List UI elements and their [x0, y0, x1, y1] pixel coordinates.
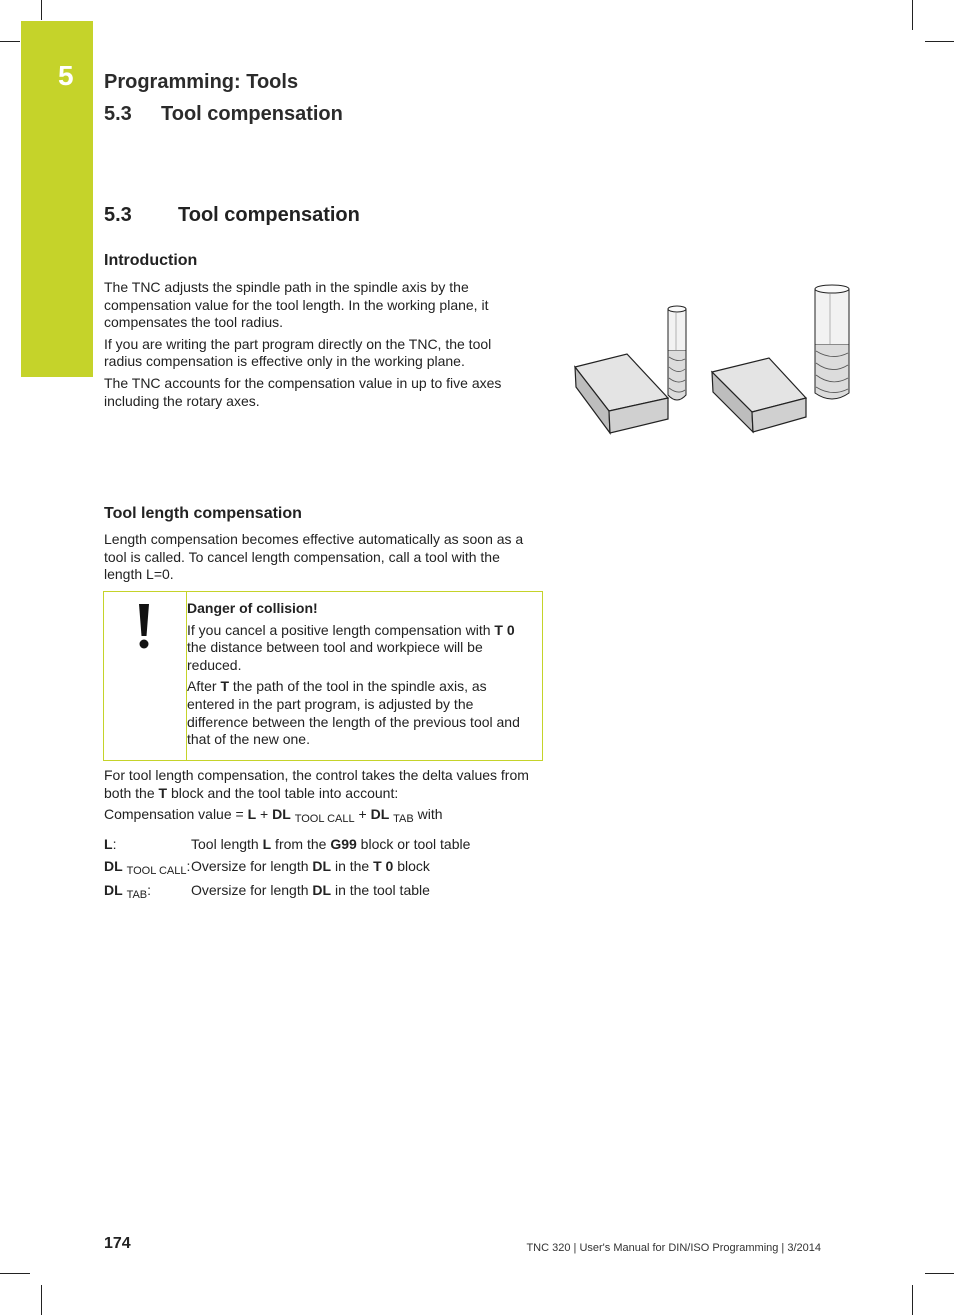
workpiece-left [575, 354, 668, 433]
term-subscript: TAB [126, 889, 148, 901]
text-run: block or tool table [356, 836, 471, 852]
warning-text-run: the distance between tool and workpiece will be reduced. [187, 639, 483, 673]
warning-paragraph [187, 622, 527, 675]
code-text: DL [312, 882, 332, 898]
warning-code: T 0 [494, 621, 515, 638]
text-run: For tool length compensation, the control takes the delta values from both the [104, 767, 529, 801]
workpiece-right [712, 358, 806, 432]
text-run: Oversize for length [191, 882, 313, 898]
definition-term: L: [104, 836, 117, 852]
introduction-body [104, 279, 524, 414]
text-run: Compensation value = [104, 806, 248, 823]
text-run: in the tool table [331, 882, 430, 898]
crop-mark [0, 41, 20, 42]
code-text: T 0 [373, 858, 394, 874]
text-run: Oversize for length [191, 858, 313, 874]
chapter-title: Programming: Tools [104, 71, 299, 93]
crop-mark [925, 1273, 954, 1274]
text-run: + [256, 806, 273, 823]
definition-description [191, 836, 470, 852]
warning-text-run: If you cancel a positive length compensation with [187, 621, 495, 638]
text-run: from the [271, 836, 331, 852]
introduction-heading: Introduction [104, 252, 198, 269]
warning-code: T [220, 678, 230, 695]
formula-term: L [247, 806, 257, 823]
introduction-paragraph: If you are writing the part program directly on the TNC, the tool radius compensation is effective only in the working plane. [104, 335, 492, 370]
running-section-header [104, 103, 343, 126]
crop-mark [41, 0, 42, 20]
delta-values-body [104, 767, 534, 833]
crop-mark [912, 1285, 913, 1315]
code-text: G99 [330, 836, 357, 852]
text-run: in the [331, 858, 374, 874]
text-run: with [413, 806, 443, 823]
running-section-title: Tool compensation [161, 103, 343, 125]
formula-term: DL [370, 806, 390, 823]
footer-text: TNC 320 | User's Manual for DIN/ISO Programming | 3/2014 [526, 1242, 821, 1254]
formula-subscript: TOOL CALL [294, 813, 355, 826]
length-compensation-paragraph: Length compensation becomes effective automatically as soon as a tool is called. To cancel length compensation, call a tool with the length L=0. [104, 531, 524, 583]
text-run: block and the tool table into account: [167, 784, 399, 801]
section-number: 5.3 [104, 204, 132, 226]
warning-text [187, 600, 527, 753]
compensation-formula [104, 806, 534, 829]
end-mill-right [815, 285, 849, 399]
tool-compensation-figure [572, 283, 862, 438]
definition-description [191, 882, 430, 898]
definition-term: DL $_{TAB}$: [104, 882, 152, 901]
text-run: Tool length [191, 836, 263, 852]
length-compensation-body [104, 531, 536, 588]
code-text: T [158, 784, 168, 801]
definition-description [191, 858, 430, 874]
chapter-tab [21, 21, 93, 377]
text-run: + [354, 806, 371, 823]
code-text: DL [312, 858, 332, 874]
delta-values-paragraph [104, 767, 534, 802]
code-text: L [262, 836, 272, 852]
formula-subscript: TAB [393, 813, 414, 826]
term-text: L [104, 836, 113, 852]
formula-term: DL [272, 806, 291, 823]
warning-text-run: the path of the tool in the spindle axis, as entered in the part program, is adjusted by the difference between the length of the previous tool and that of the new one. [187, 678, 520, 748]
crop-mark [925, 41, 954, 42]
warning-text-run: After [187, 678, 221, 695]
text-run: block [393, 858, 430, 874]
crop-mark [0, 1273, 30, 1274]
definition-term: DL $_{TOOL CALL}$: [104, 858, 191, 877]
running-section-number: 5.3 [104, 103, 132, 125]
length-compensation-heading: Tool length compensation [104, 505, 302, 522]
introduction-paragraph: The TNC adjusts the spindle path in the spindle axis by the compensation value for the tool length. In the working plane, it compensates the tool radius. [104, 279, 489, 331]
crop-mark [912, 0, 913, 30]
chapter-number: 5 [58, 60, 74, 91]
warning-box [103, 591, 543, 761]
term-text: DL [104, 858, 123, 874]
term-text: DL [104, 882, 123, 898]
introduction-paragraph: The TNC accounts for the compensation value in up to five axes including the rotary axes. [104, 374, 502, 409]
warning-paragraph [187, 678, 527, 748]
end-mill-left [668, 306, 686, 400]
term-subscript: TOOL CALL [126, 865, 187, 877]
section-title [104, 204, 360, 227]
section-title-text: Tool compensation [178, 204, 360, 226]
warning-title: Danger of collision! [187, 600, 318, 616]
crop-mark [41, 1285, 42, 1315]
exclamation-icon [134, 602, 154, 650]
page-number: 174 [104, 1235, 131, 1252]
